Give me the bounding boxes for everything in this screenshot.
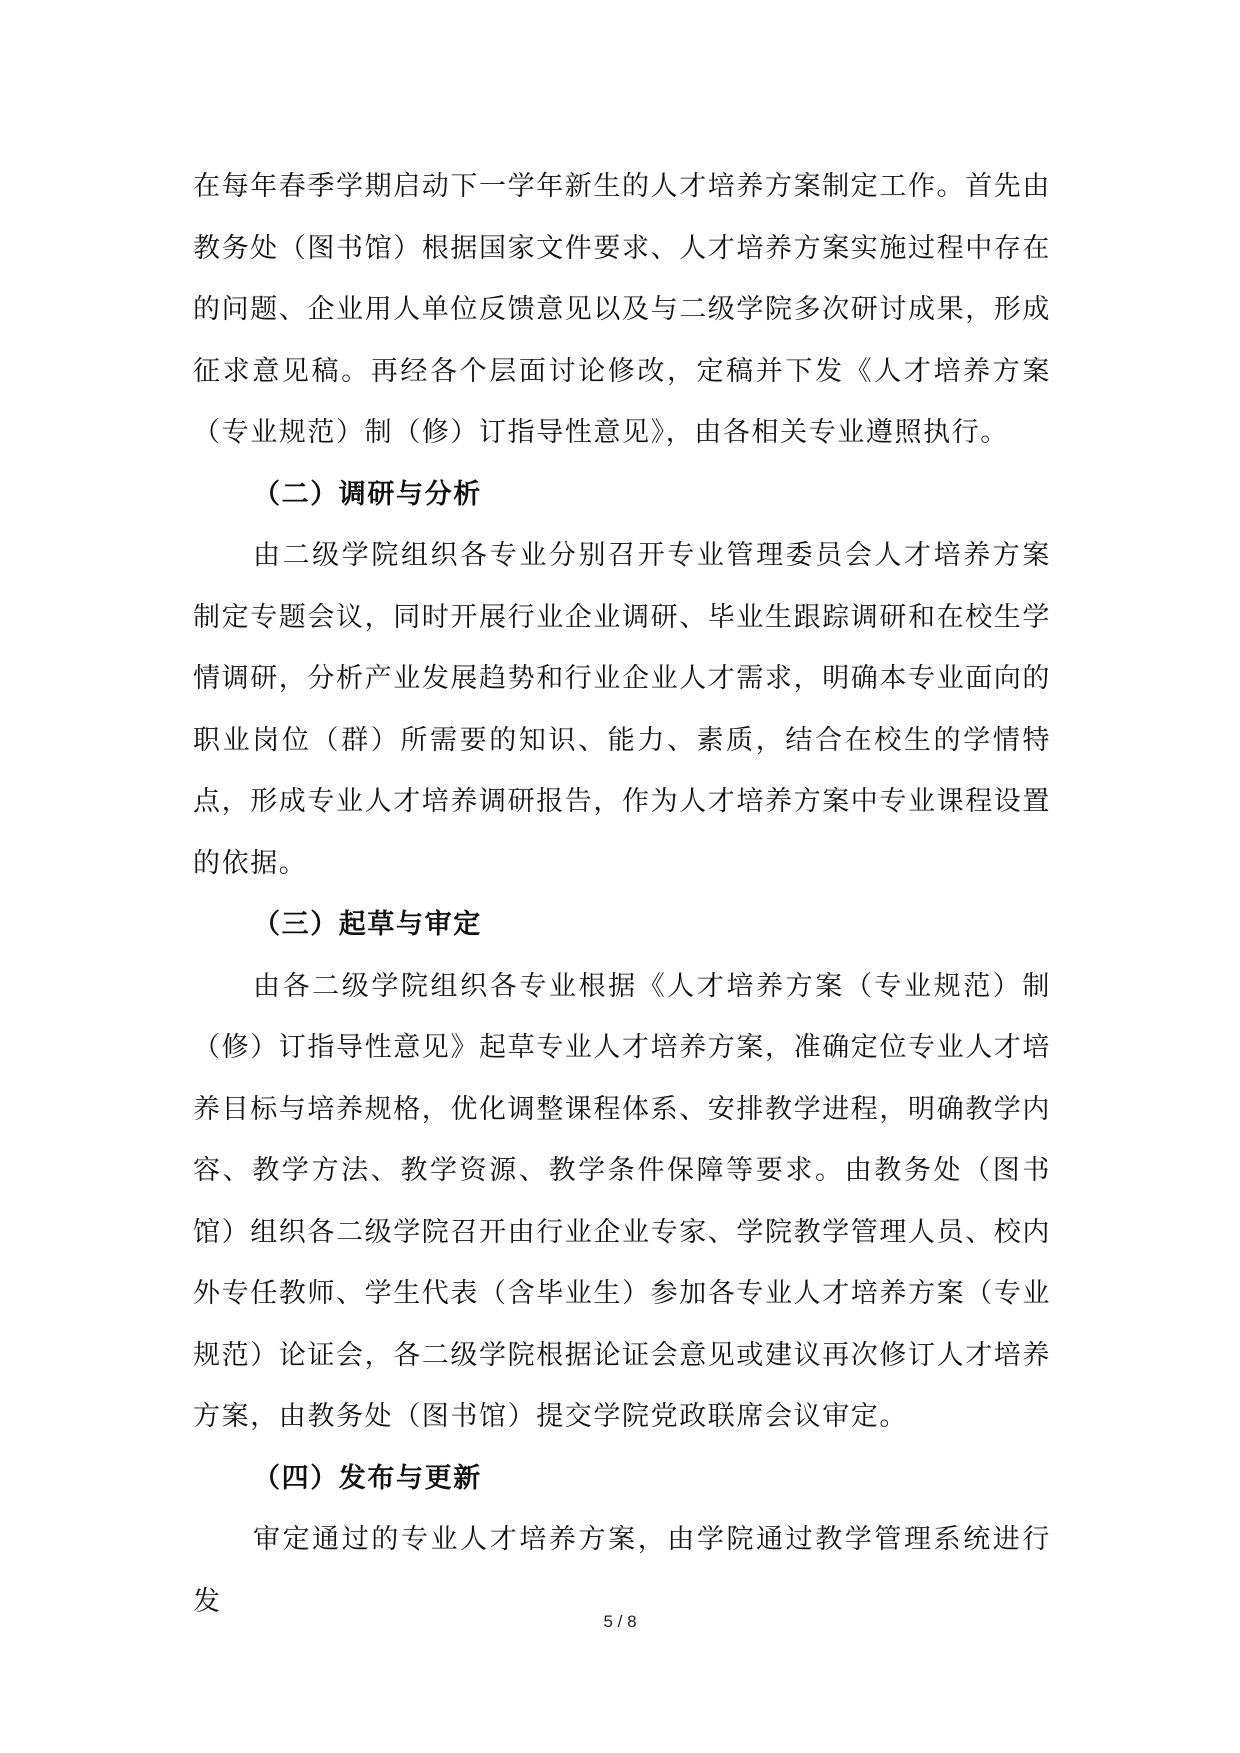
paragraph-release: 审定通过的专业人才培养方案，由学院通过教学管理系统进行发 — [193, 1524, 1051, 1617]
paragraph-intro: 在每年春季学期启动下一学年新生的人才培养方案制定工作。首先由教务处（图书馆）根据国家文件要求、人才培养方案实施过程中存在的问题、企业用人单位反馈意见以及与二级学院多次研讨成果，形成征求意见稿。再经各个层面讨论修改，定稿并下发《人才培养方案（专业规范）制（修）订指导性意见》，由各相关专业遵照执行。 — [193, 171, 1051, 448]
section-heading-research: （二）调研与分析 — [253, 478, 482, 510]
section-heading-release: （四）发布与更新 — [253, 1462, 482, 1494]
paragraph-research: 由二级学院组织各专业分别召开专业管理委员会人才培养方案制定专题会议，同时开展行业企业调研、毕业生跟踪调研和在校生学情调研，分析产业发展趋势和行业企业人才需求，明确本专业面向的职业岗位（群）所需要的知识、能力、素质，结合在校生的学情特点，形成专业人才培养调研报告，作为人才培养方案中专业课程设置的依据。 — [193, 540, 1051, 879]
page-number: 5 / 8 — [603, 1612, 637, 1631]
paragraph-drafting: 由各二级学院组织各专业根据《人才培养方案（专业规范）制（修）订指导性意见》起草专业人才培养方案，准确定位专业人才培养目标与培养规格，优化调整课程体系、安排教学进程，明确教学内容、教学方法、教学资源、教学条件保障等要求。由教务处（图书馆）组织各二级学院召开由行业企业专家、学院教学管理人员、校内外专任教师、学生代表（含毕业生）参加各专业人才培养方案（专业规范）论证会，各二级学院根据论证会意见或建议再次修订人才培养方案，由教务处（图书馆）提交学院党政联席会议审定。 — [193, 970, 1051, 1432]
document-body — [193, 156, 1051, 1632]
section-heading-drafting: （三）起草与审定 — [253, 909, 482, 940]
